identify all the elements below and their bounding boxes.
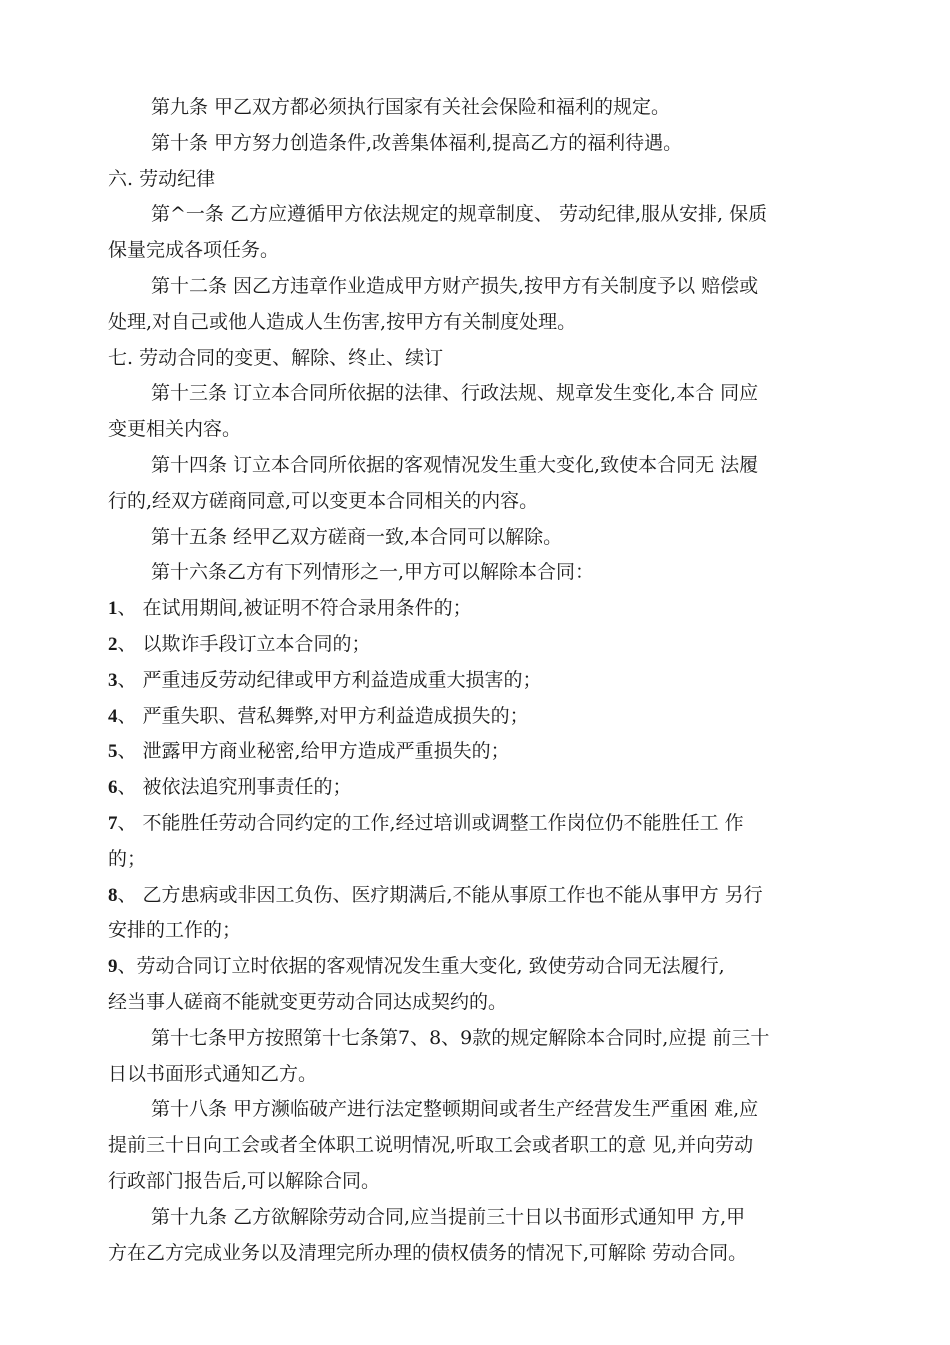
text-line: 处理,对自己或他人造成人生伤害,按甲方有关制度处理。: [108, 310, 577, 333]
list-number: 8: [108, 884, 118, 906]
list-item-text: 、 严重失职、营私舞弊,对甲方利益造成损失的；: [117, 704, 529, 727]
text-line: 第^一条 乙方应遵循甲方依法规定的规章制度、 劳动纪律,服从安排, 保质: [151, 203, 768, 226]
list-number: 9: [108, 956, 118, 978]
list-item-text: 、 不能胜任劳动合同约定的工作,经过培训或调整工作岗位仍不能胜任工 作: [117, 811, 744, 834]
list-item-text: 、 被依法追究刑事责任的；: [117, 776, 352, 799]
list-item-text: 、 乙方患病或非因工负伤、医疗期满后,不能从事原工作也不能从事甲方 另行: [117, 883, 763, 906]
list-item-text: 、劳动合同订立时依据的客观情况发生重大变化, 致使劳动合同无法履行,: [117, 955, 725, 978]
text-line: 第九条 甲乙双方都必须执行国家有关社会保险和福利的规定。: [151, 96, 671, 118]
list-number: 3: [108, 669, 118, 691]
text-line: 第十条 甲方努力创造条件,改善集体福利,提高乙方的福利待遇。: [151, 131, 683, 154]
list-number: 7: [108, 812, 118, 834]
list-item: [108, 878, 828, 914]
list-item: [108, 734, 828, 770]
list-item: [108, 770, 828, 806]
list-number: 2: [108, 633, 118, 655]
list-number: 4: [108, 705, 118, 727]
text-line: 行政部门报告后,可以解除合同。: [108, 1169, 381, 1192]
text-line: 方在乙方完成业务以及清理完所办理的债权债务的情况下,可解除 劳动合同。: [108, 1241, 748, 1264]
text-line: 第十三条 订立本合同所依据的法律、行政法规、规章发生变化,本合 同应: [151, 382, 759, 405]
list-item: [108, 949, 828, 985]
list-item: [108, 663, 828, 699]
text-line: 第十七条甲方按照第十七条第7、8、9款的规定解除本合同时,应提 前三十: [151, 1026, 770, 1049]
list-item-text: 、 在试用期间,被证明不符合录用条件的；: [117, 597, 472, 620]
text-line: 第十四条 订立本合同所依据的客观情况发生重大变化,致使本合同无 法履: [151, 453, 759, 476]
list-item-text: 、 泄露甲方商业秘密,给甲方造成严重损失的；: [117, 740, 510, 763]
list-item: [108, 806, 828, 842]
list-number: 1: [108, 598, 118, 620]
text-line: 安排的工作的；: [108, 919, 242, 942]
text-line: 行的,经双方磋商同意,可以变更本合同相关的内容。: [108, 489, 539, 512]
list-item: [108, 591, 828, 627]
text-line: 的；: [108, 847, 147, 870]
list-item-text: 、 以欺诈手段订立本合同的；: [117, 632, 371, 655]
text-line: 变更相关内容。: [108, 418, 242, 441]
document-page: [108, 90, 828, 1271]
text-line: 第十六条乙方有下列情形之一,甲方可以解除本合同：: [151, 561, 595, 584]
text-line: 日以书面形式通知乙方。: [108, 1062, 318, 1085]
text-line: 第十八条 甲方濒临破产进行法定整顿期间或者生产经营发生严重困 难,应: [151, 1098, 759, 1121]
list-number: 6: [108, 777, 118, 799]
section-heading: 六. 劳动纪律: [108, 167, 216, 190]
list-item: [108, 627, 828, 663]
text-line: 第十五条 经甲乙双方磋商一致,本合同可以解除。: [151, 525, 563, 548]
section-heading: 七. 劳动合同的变更、解除、终止、续订: [108, 346, 444, 369]
text-line: 第十二条 因乙方违章作业造成甲方财产损失,按甲方有关制度予以 赔偿或: [151, 274, 759, 297]
list-number: 5: [108, 741, 118, 763]
text-line: 经当事人磋商不能就变更劳动合同达成契约的。: [108, 990, 508, 1013]
text-line: 提前三十日向工会或者全体职工说明情况,听取工会或者职工的意 见,并向劳动: [108, 1134, 754, 1157]
list-item: [108, 699, 828, 735]
list-item-text: 、 严重违反劳动纪律或甲方利益造成重大损害的；: [117, 668, 542, 691]
text-line: 第十九条 乙方欲解除劳动合同,应当提前三十日以书面形式通知甲 方,甲: [151, 1205, 746, 1228]
text-line: 保量完成各项任务。: [108, 239, 280, 262]
